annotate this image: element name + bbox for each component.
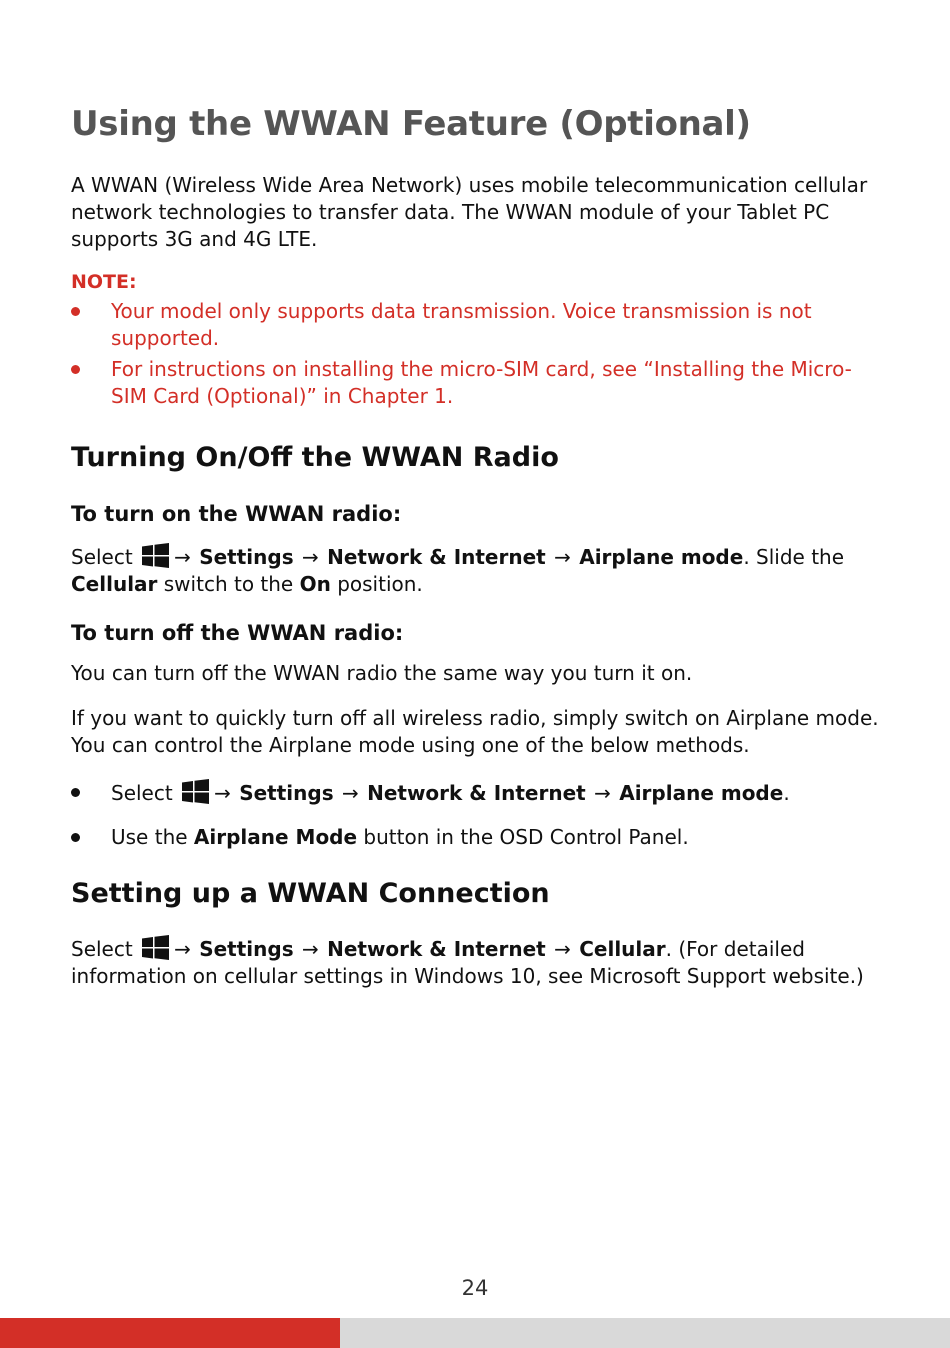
turn-on-instructions: Select → Settings → Network & Internet → Airplane mode. Slide the Cellular switch to the On position.: [71, 545, 845, 596]
bullet-icon: [71, 365, 80, 374]
right-arrow-icon: →: [301, 937, 319, 961]
right-arrow-icon: →: [554, 937, 571, 961]
airplane-mode-paragraph: If you want to quickly turn off all wireless radio, simply switch on Airplane mode. You can control the Airplane mode using one of the below methods.: [71, 706, 879, 757]
right-arrow-icon: →: [554, 545, 571, 569]
turn-off-line: You can turn off the WWAN radio the same way you turn it on.: [71, 661, 693, 685]
subheading-turn-off: To turn off the WWAN radio:: [71, 621, 404, 645]
bullet-icon: [71, 307, 80, 316]
method-list: [71, 779, 881, 851]
bullet-icon: [71, 833, 80, 842]
footer-accent-bar: [0, 1318, 340, 1348]
note-item: For instructions on installing the micro-SIM card, see “Installing the Micro-SIM Card (Optional)” in Chapter 1.: [71, 356, 881, 410]
section-heading-connection: Setting up a WWAN Connection: [71, 878, 550, 909]
windows-logo-icon: [142, 935, 169, 960]
subheading-turn-on: To turn on the WWAN radio:: [71, 502, 402, 526]
note-list: [71, 298, 881, 410]
page-title: Using the WWAN Feature (Optional): [71, 104, 751, 144]
note-block: [71, 271, 881, 414]
windows-logo-icon: [142, 543, 169, 568]
right-arrow-icon: →: [174, 545, 191, 569]
section-heading-radio: Turning On/Off the WWAN Radio: [71, 442, 559, 473]
right-arrow-icon: →: [301, 545, 319, 569]
list-item: Select → Settings → Network & Internet → Airplane mode.: [71, 779, 881, 807]
intro-paragraph: A WWAN (Wireless Wide Area Network) uses mobile telecommunication cellular network technologies to transfer data. The WWAN module of your Tablet PC supports 3G and 4G LTE.: [71, 173, 868, 251]
right-arrow-icon: →: [341, 781, 359, 805]
right-arrow-icon: →: [174, 937, 191, 961]
right-arrow-icon: →: [214, 781, 231, 805]
bullet-icon: [71, 788, 80, 797]
note-item: Your model only supports data transmission. Voice transmission is not supported.: [71, 298, 881, 352]
right-arrow-icon: →: [594, 781, 611, 805]
page-number: 24: [461, 1276, 489, 1300]
connection-instructions: Select → Settings → Network & Internet → Cellular. (For detailed information on cellular settings in Windows 10, see Microsoft Support website.): [71, 937, 864, 988]
windows-logo-icon: [182, 779, 209, 804]
note-label: NOTE:: [71, 271, 137, 293]
footer-gray-bar: [340, 1318, 950, 1348]
list-item: Use the Airplane Mode button in the OSD Control Panel.: [71, 824, 881, 851]
